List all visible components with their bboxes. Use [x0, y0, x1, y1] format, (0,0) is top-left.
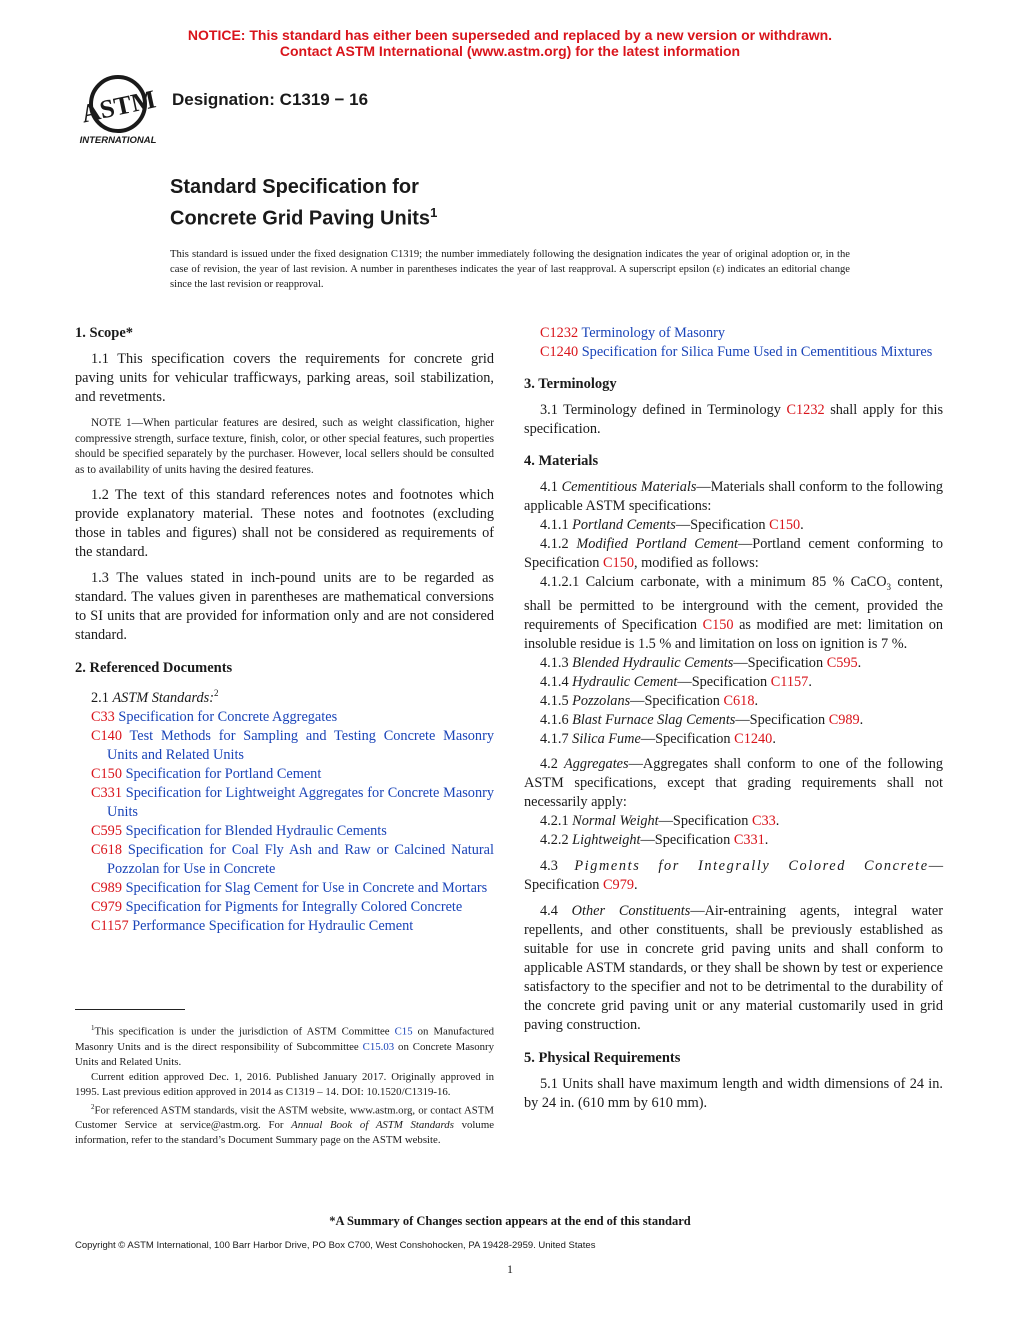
title-line-1: Standard Specification for — [170, 176, 419, 198]
link-c150-c[interactable]: C150 — [702, 616, 734, 633]
link-c33[interactable]: C33 — [751, 812, 776, 829]
title-line-2 — [170, 200, 437, 232]
scope-heading: 1. Scope* — [75, 325, 133, 341]
title-text: Concrete Grid Paving Units — [170, 207, 431, 230]
scope-1-3: 1.3 The values stated in inch-pound units are to be regarded as standard. The values given in parentheses are mathematical conversions to SI units that are provided for information only and are not considered standard. — [75, 570, 494, 643]
fn2-sup: 2 — [91, 1102, 95, 1111]
fn1-sup: 1 — [91, 1024, 95, 1032]
scope-1-2: 1.2 The text of this standard references notes and footnotes which provide explanatory material. These notes and footnotes (excluding those in tables and figures) shall not be considered as requirements of the standard. — [75, 487, 494, 560]
ref-list-left — [75, 708, 494, 936]
link-c618[interactable]: C618 — [723, 692, 755, 709]
materials-4-2-1: 4.2.1 Normal Weight—Specification C33. — [540, 812, 780, 829]
fn2-i: Annual Book of ASTM Standards — [291, 1119, 454, 1132]
refdocs-heading: 2. Referenced Documents — [75, 660, 233, 676]
ref-item-c150[interactable] — [75, 765, 494, 784]
ref-title[interactable]: Specification for Pigments for Integrally Colored Concrete — [125, 898, 463, 915]
title-footnote-ref: 1 — [430, 205, 438, 220]
ref-item-c1157[interactable] — [75, 917, 494, 936]
materials-4-1-4: 4.1.4 Hydraulic Cement—Specification C1157. — [540, 673, 812, 690]
logo-mark-text: ASTM — [78, 84, 159, 129]
ref-code[interactable]: C1240 — [540, 344, 579, 360]
ref-title[interactable]: Specification for Silica Fume Used in Cementitious Mixtures — [581, 344, 933, 360]
ref-code[interactable]: C140 — [91, 727, 122, 744]
astm-logo — [70, 74, 166, 148]
ref-code[interactable]: C331 — [91, 784, 122, 801]
link-c331[interactable]: C331 — [733, 831, 765, 848]
astm-logo-mark — [70, 74, 166, 148]
ref-item-c331[interactable] — [75, 784, 494, 822]
ref-title[interactable]: Specification for Slag Cement for Use in Concrete and Mortars — [125, 879, 488, 896]
ref-item-c595[interactable] — [75, 822, 494, 841]
notice-line-1: NOTICE: This standard has either been superseded and replaced by a new version or withdrawn. — [187, 27, 833, 43]
terminology-heading: 3. Terminology — [524, 376, 617, 392]
ref-title[interactable]: Specification for Blended Hydraulic Cements — [125, 822, 387, 839]
materials-4-3: 4.3 Pigments for Integrally Colored Concrete—Specification C979. — [524, 857, 943, 893]
ref-code[interactable]: C1232 — [540, 325, 579, 341]
ref-title[interactable]: Performance Specification for Hydraulic Cement — [132, 917, 414, 934]
refdocs-sub-sup: 2 — [214, 688, 219, 698]
link-c989[interactable]: C989 — [828, 711, 860, 728]
ref-code[interactable]: C989 — [91, 879, 122, 896]
designation: Designation: C1319 − 16 — [172, 90, 369, 109]
term-pre: 3.1 Terminology defined in Terminology — [540, 402, 787, 418]
scope-note-1: NOTE 1—When particular features are desired, such as weight classification, higher compressive strength, surface texture, finish, color, or other special features, such properties should be specified separately by the purchaser. However, local sellers should be consulted as to availability of units having the desired features. — [75, 417, 494, 476]
ref-title[interactable]: Specification for Portland Cement — [125, 765, 322, 782]
materials-4-4: 4.4 Other Constituents—Air-entraining agents, integral water repellents, and other constituents, shall be previously established as suitable for use in concrete grid paving units and shall conform to applicable ASTM standards, or they shall be shown by test or experience satisfactory to the specifier and not to be detrimental to the durability of the concrete grid paving unit or any material customarily used in grid paving construction. — [524, 902, 943, 1033]
link-c1240[interactable]: C1240 — [734, 730, 773, 747]
materials-4-1: 4.1 Cementitious Materials—Materials shall conform to the following applicable ASTM specifications: — [524, 479, 944, 514]
ref-item-c979[interactable] — [75, 898, 494, 917]
footnote-divider — [75, 1009, 185, 1010]
materials-4-1-7: 4.1.7 Silica Fume—Specification C1240. — [540, 730, 776, 747]
fn2-b: volume information, refer to the standard’s Document Summary page on the ASTM website. — [75, 1119, 495, 1147]
fn1-c: on Concrete Masonry Units and Related Units. — [75, 1040, 495, 1068]
materials-4-2: 4.2 Aggregates—Aggregates shall conform to one of the following ASTM specifications, except that grading requirements shall not necessarily apply: — [524, 755, 943, 810]
refdocs-subheading — [75, 684, 494, 708]
term-link-c1232[interactable]: C1232 — [786, 402, 825, 418]
ref-code[interactable]: C1157 — [91, 917, 129, 934]
ref-title[interactable]: Specification for Concrete Aggregates — [118, 708, 338, 725]
fn1-a: This specification is under the jurisdiction of ASTM Committee — [94, 1025, 395, 1038]
physical-heading: 5. Physical Requirements — [524, 1049, 681, 1066]
fn1-link-c15-03[interactable]: C15.03 — [362, 1040, 395, 1053]
materials-heading: 4. Materials — [524, 453, 599, 469]
ref-title[interactable]: Test Methods for Sampling and Testing Concrete Masonry Units and Related Units — [107, 727, 494, 763]
fn1-b: on Manufactured Masonry Units and is the direct responsibility of Subcommittee — [75, 1025, 495, 1053]
ref-code[interactable]: C979 — [91, 898, 122, 915]
terminology-3-1 — [524, 401, 943, 439]
ref-title[interactable]: Specification for Lightweight Aggregates for Concrete Masonry Units — [107, 784, 494, 820]
ref-list-right — [524, 324, 943, 362]
fn1-link-c15[interactable]: C15 — [394, 1025, 413, 1038]
ref-title[interactable]: Specification for Coal Fly Ash and Raw or Calcined Natural Pozzolan for Use in Concrete — [107, 841, 495, 877]
materials-4-1-5: 4.1.5 Pozzolans—Specification C618. — [540, 692, 759, 709]
refdocs-sub-num: 2.1 — [91, 689, 109, 706]
right-column — [524, 324, 943, 1113]
ref-item-c1240[interactable] — [524, 343, 943, 362]
scope-1-1: 1.1 This specification covers the requirements for concrete grid paving units for vehicular trafficways, parking areas, soil stabilization, and revetments. — [75, 351, 494, 405]
summary-note: *A Summary of Changes section appears at the end of this standard — [329, 1214, 691, 1228]
ref-title[interactable]: Terminology of Masonry — [581, 325, 726, 341]
link-c150-b[interactable]: C150 — [603, 555, 634, 571]
logo-org-text: INTERNATIONAL — [79, 135, 157, 146]
link-c1157[interactable]: C1157 — [770, 673, 809, 690]
refdocs-sub-label: ASTM Standards: — [112, 689, 214, 706]
ref-item-c989[interactable] — [75, 879, 494, 898]
intro-paragraph: This standard is issued under the fixed designation C1319; the number immediately following the designation indicates the year of original adoption or, in the case of revision, the year of last revision. A number in parentheses indicates the year of last reapproval. A superscript epsilon (ε) indicates an editorial change since the last revision or reapproval. — [170, 249, 850, 290]
materials-4-2-2: 4.2.2 Lightweight—Specification C331. — [540, 831, 769, 848]
notice-line-2: Contact ASTM International (www.astm.org) for the latest information — [279, 43, 741, 59]
copyright: Copyright © ASTM International, 100 Barr Harbor Drive, PO Box C700, West Conshohocken, PA 19428-2959. United States — [75, 1240, 596, 1251]
fn2-a: For referenced ASTM standards, visit the ASTM website, www.astm.org, or contact ASTM Customer Service at service@astm.org. For — [75, 1104, 494, 1132]
ref-code[interactable]: C618 — [91, 841, 122, 858]
ref-code[interactable]: C33 — [91, 708, 115, 725]
materials-4-1-6: 4.1.6 Blast Furnace Slag Cements—Specification C989. — [540, 711, 864, 728]
footnote-1 — [75, 1021, 494, 1148]
materials-4-1-2-1: 4.1.2.1 Calcium carbonate, with a minimum 85 % CaCO$_3$ content, shall be permitted to be interground with the cement, provided the requirements of Specification C150 as modified are met: limitation on insoluble residue is 1.5 % and limitation on loss on ignition is 7 %. — [524, 574, 943, 652]
left-column — [75, 324, 494, 936]
term-post: shall apply for this specification. — [524, 402, 944, 437]
page-number: 1 — [507, 1262, 513, 1276]
ref-code[interactable]: C595 — [91, 822, 122, 839]
materials-4-1-1: 4.1.1 Portland Cements—Specification C150. — [540, 517, 804, 533]
ref-item-c33[interactable] — [75, 708, 494, 727]
link-c979[interactable]: C979 — [603, 876, 634, 893]
ref-item-c1232[interactable] — [524, 324, 943, 343]
ref-item-c618[interactable] — [75, 841, 494, 879]
fn1-d: Current edition approved Dec. 1, 2016. Published January 2017. Originally approved in 1995. Last previous edition approved in 2014 as C1319 – 14. DOI: 10.1520/C1319-16. — [75, 1070, 494, 1098]
ref-code[interactable]: C150 — [91, 765, 122, 782]
ref-item-c140[interactable] — [75, 727, 494, 765]
link-c150-a[interactable]: C150 — [769, 517, 801, 533]
materials-4-1-2: 4.1.2 Modified Portland Cement—Portland cement conforming to Specification C150, modified as follows: — [524, 536, 944, 571]
physical-5-1: 5.1 Units shall have maximum length and width dimensions of 24 in. by 24 in. (610 mm by 610 mm). — [524, 1075, 943, 1111]
materials-4-1-3: 4.1.3 Blended Hydraulic Cements—Specification C595. — [540, 654, 862, 671]
link-c595[interactable]: C595 — [826, 654, 858, 671]
